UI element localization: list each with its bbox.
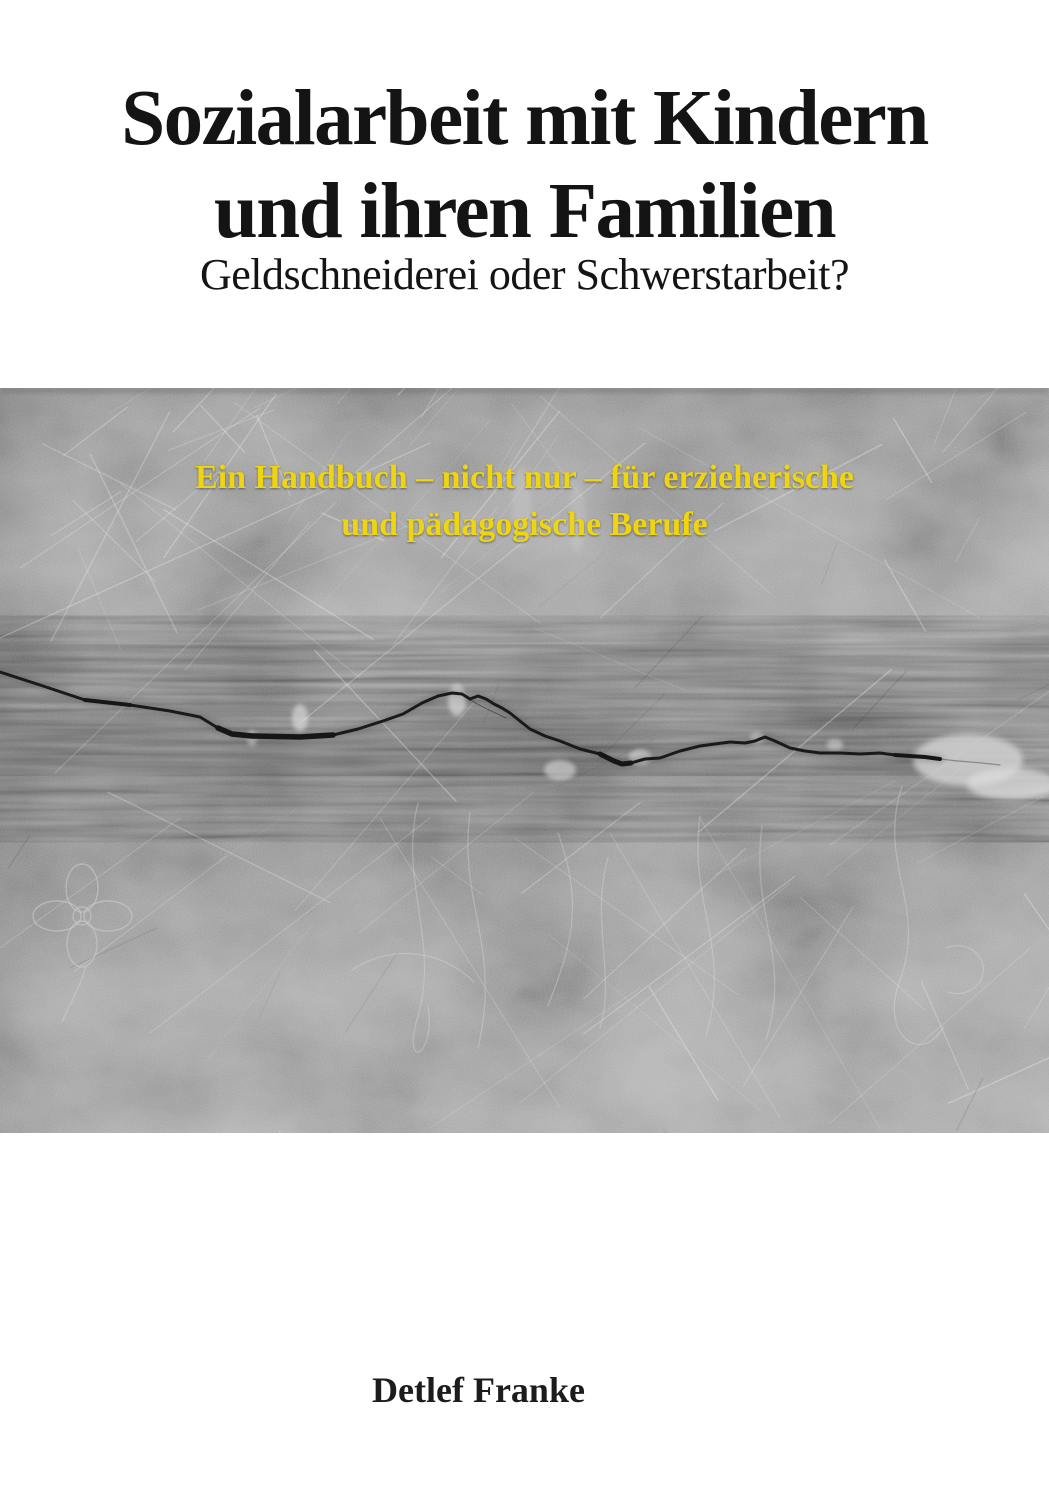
- book-title: [0, 72, 1049, 258]
- cover-tagline-line1: Ein Handbuch – nicht nur – für erzieherische: [195, 459, 854, 496]
- book-title-line1: Sozialarbeit mit Kindern: [121, 75, 928, 162]
- book-subtitle: Geldschneiderei oder Schwerstarbeit?: [199, 250, 850, 299]
- cover-photo-cracked-concrete: [0, 388, 1049, 1133]
- concrete-texture-graphic: [0, 388, 1049, 1133]
- book-title-line2: und ihren Familien: [213, 168, 836, 255]
- cover-tagline-line2: und pädagogische Berufe: [341, 506, 708, 543]
- author-name: Detlef Franke: [372, 1370, 585, 1410]
